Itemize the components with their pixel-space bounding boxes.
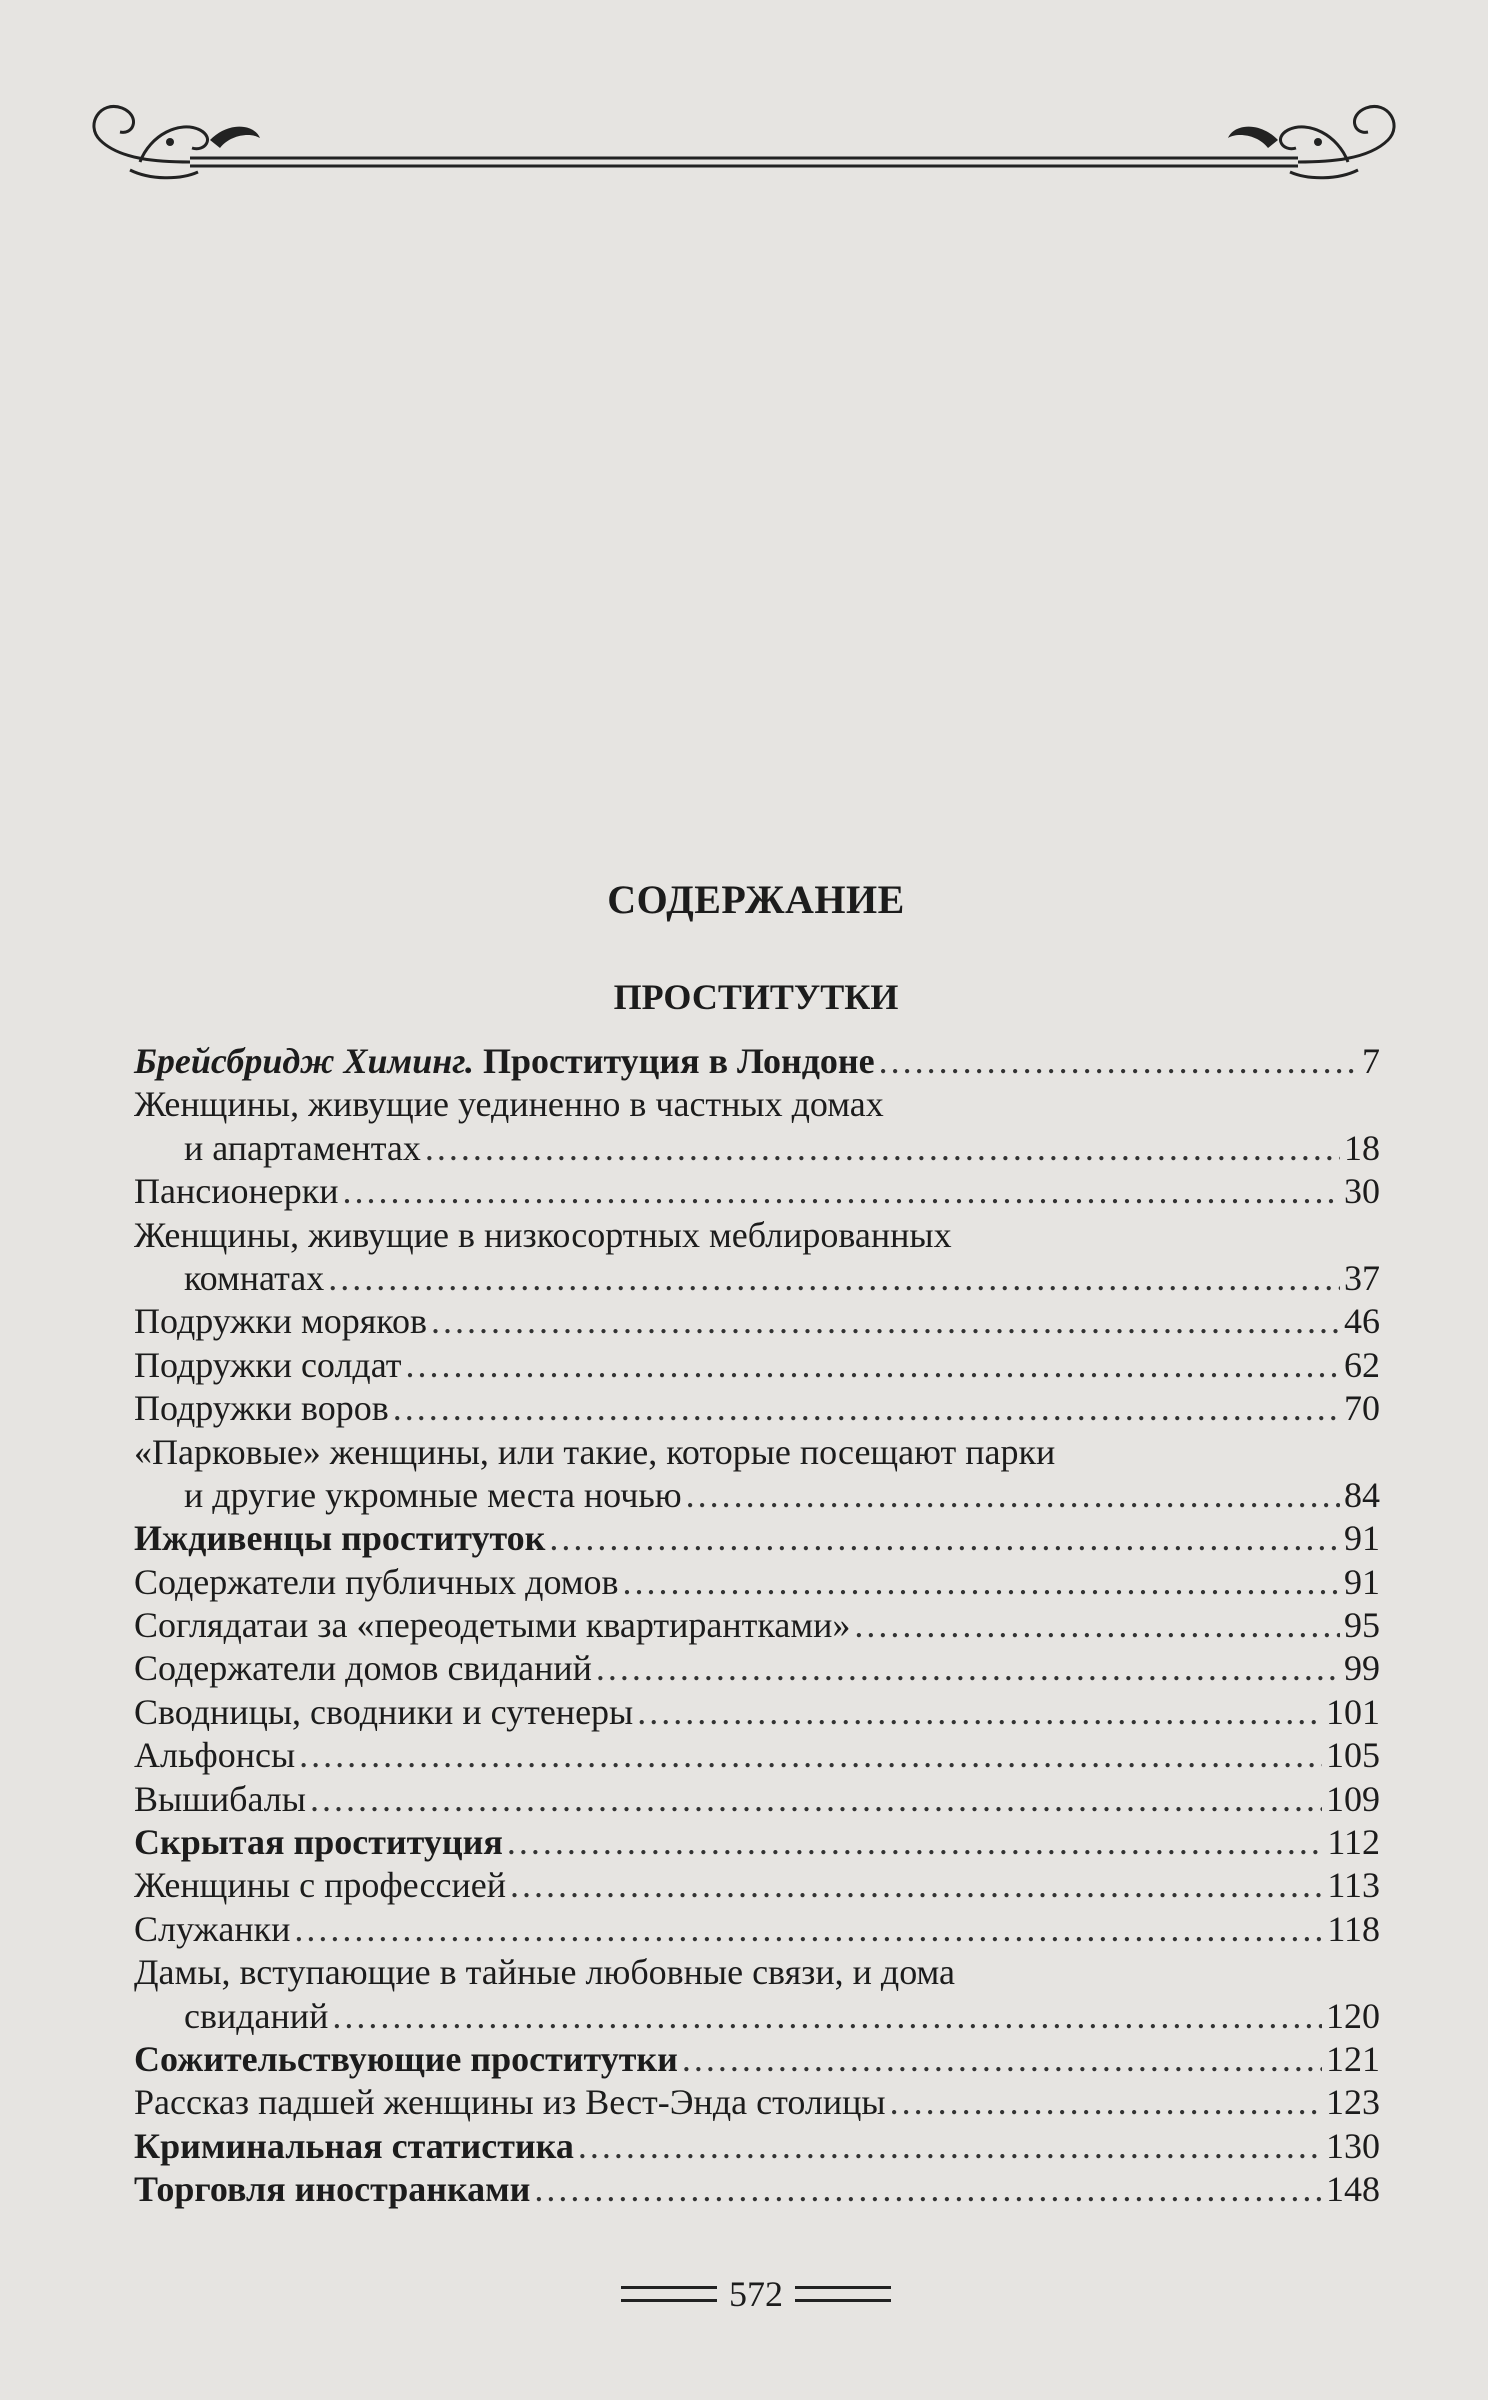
toc-entry[interactable] xyxy=(134,1517,1380,1560)
dot-leader xyxy=(299,1734,1322,1777)
toc-entry-title: Проституция в Лондоне xyxy=(474,1041,875,1081)
dot-leader xyxy=(890,2081,1322,2124)
toc-entry-page: 30 xyxy=(1344,1171,1380,1212)
dot-leader xyxy=(879,1040,1356,1083)
toc-entry[interactable] xyxy=(134,1431,1380,1474)
toc-entry-title: Пансионерки xyxy=(134,1171,339,1212)
toc-entry-title: Женщины, живущие уединенно в частных домах xyxy=(134,1084,884,1125)
page-number: 572 xyxy=(729,2274,783,2314)
toc-entry-title: Вышибалы xyxy=(134,1778,306,1819)
toc-entry-title: Дамы, вступающие в тайные любовные связи, и дома xyxy=(134,1952,956,1993)
toc-entry-page: 105 xyxy=(1326,1735,1380,1776)
dot-leader xyxy=(623,1561,1340,1604)
dot-leader xyxy=(596,1647,1340,1690)
dot-leader xyxy=(431,1300,1340,1343)
toc-entry-page: 130 xyxy=(1326,2125,1380,2166)
toc-entry-title: Сводницы, сводники и сутенеры xyxy=(134,1691,634,1732)
toc-entry-continuation[interactable] xyxy=(134,1127,1380,1170)
toc-entry[interactable] xyxy=(134,1561,1380,1604)
toc-entry-page: 118 xyxy=(1327,1908,1380,1949)
toc-entry-title: Служанки xyxy=(134,1908,291,1949)
dot-leader xyxy=(854,1604,1340,1647)
dot-leader xyxy=(534,2168,1322,2211)
toc-entry[interactable] xyxy=(134,1951,1380,1994)
toc-entry-title: Подружки солдат xyxy=(134,1344,402,1385)
dot-leader xyxy=(343,1170,1341,1213)
toc-entry[interactable] xyxy=(134,1778,1380,1821)
toc-entry-title: Соглядатаи за «переодетыми квартирантками» xyxy=(134,1605,851,1646)
table-of-contents xyxy=(134,1040,1380,2212)
page-title: СОДЕРЖАНИЕ xyxy=(607,877,905,922)
toc-entry-title: Скрытая проституция xyxy=(134,1822,503,1863)
toc-entry-title: Иждивенцы проституток xyxy=(134,1518,546,1559)
toc-entry[interactable] xyxy=(134,2125,1380,2168)
toc-entry-page: 18 xyxy=(1344,1127,1380,1168)
toc-entry-continuation[interactable] xyxy=(134,1474,1380,1517)
footer-rule-right xyxy=(795,2286,891,2302)
dot-leader xyxy=(294,1908,1323,1951)
toc-entry[interactable] xyxy=(134,1214,1380,1257)
dot-leader xyxy=(510,1864,1323,1907)
toc-entry[interactable] xyxy=(134,1691,1380,1734)
toc-entry[interactable] xyxy=(134,1170,1380,1213)
toc-entry[interactable] xyxy=(134,1344,1380,1387)
dot-leader xyxy=(406,1344,1340,1387)
toc-entry-title: комнатах xyxy=(184,1257,325,1298)
toc-entry[interactable] xyxy=(134,1040,1380,1083)
dot-leader xyxy=(637,1691,1322,1734)
toc-entry-page: 101 xyxy=(1326,1691,1380,1732)
toc-entry-title: свиданий xyxy=(184,1995,329,2036)
toc-entry-page: 91 xyxy=(1344,1518,1380,1559)
dot-leader xyxy=(332,1995,1322,2038)
toc-entry-page: 7 xyxy=(1362,1041,1380,1081)
toc-entry[interactable] xyxy=(134,1908,1380,1951)
toc-entry-title: Женщины, живущие в низкосортных меблированных xyxy=(134,1214,952,1255)
toc-entry-title: Сожительствующие проститутки xyxy=(134,2038,678,2079)
footer-rule-left xyxy=(621,2286,717,2302)
toc-entry-page: 112 xyxy=(1327,1822,1380,1863)
toc-entry[interactable] xyxy=(134,1734,1380,1777)
dot-leader xyxy=(310,1778,1322,1821)
toc-entry[interactable] xyxy=(134,1864,1380,1907)
toc-entry[interactable] xyxy=(134,1647,1380,1690)
dot-leader xyxy=(682,2038,1322,2081)
toc-entry-page: 95 xyxy=(1344,1605,1380,1646)
dot-leader xyxy=(393,1387,1340,1430)
dot-leader xyxy=(328,1257,1340,1300)
dot-leader xyxy=(578,2125,1322,2168)
toc-entry-page: 113 xyxy=(1327,1865,1380,1906)
toc-entry-title: Альфонсы xyxy=(134,1735,296,1776)
toc-entry-page: 109 xyxy=(1326,1778,1380,1819)
toc-entry-title: Содержатели домов свиданий xyxy=(134,1648,592,1689)
toc-entry-title: Женщины с профессией xyxy=(134,1865,507,1906)
toc-entry-continuation[interactable] xyxy=(134,1257,1380,1300)
toc-entry-title: и другие укромные места ночью xyxy=(184,1474,682,1515)
toc-entry-page: 62 xyxy=(1344,1344,1380,1385)
toc-entry-page: 120 xyxy=(1326,1995,1380,2036)
header-ornament xyxy=(80,80,1408,190)
toc-entry-continuation[interactable] xyxy=(134,1995,1380,2038)
toc-entry[interactable] xyxy=(134,2168,1380,2211)
toc-entry-page: 91 xyxy=(1344,1561,1380,1602)
page-footer xyxy=(0,2270,1488,2318)
toc-entry-page: 70 xyxy=(1344,1388,1380,1429)
toc-entry-page: 148 xyxy=(1326,2169,1380,2210)
toc-entry-author: Брейсбридж Химинг. xyxy=(134,1041,475,1081)
toc-entry-title: «Парковые» женщины, или такие, которые посещают парки xyxy=(134,1431,1056,1472)
toc-entry-page: 121 xyxy=(1326,2038,1380,2079)
dot-leader xyxy=(686,1474,1340,1517)
toc-entry[interactable] xyxy=(134,1300,1380,1343)
toc-entry-title: Криминальная статистика xyxy=(134,2125,574,2166)
toc-entry-page: 84 xyxy=(1344,1474,1380,1515)
section-title: ПРОСТИТУТКИ xyxy=(613,977,899,1017)
toc-entry[interactable] xyxy=(134,2081,1380,2124)
toc-entry-title: Торговля иностранками xyxy=(134,2169,531,2210)
toc-entry[interactable] xyxy=(134,1821,1380,1864)
toc-entry-title: Содержатели публичных домов xyxy=(134,1561,619,1602)
dot-leader xyxy=(425,1127,1340,1170)
dot-leader xyxy=(507,1821,1324,1864)
toc-entry-title: и апартаментах xyxy=(184,1127,421,1168)
toc-entry[interactable] xyxy=(134,2038,1380,2081)
toc-entry-page: 37 xyxy=(1344,1257,1380,1298)
toc-entry[interactable] xyxy=(134,1387,1380,1430)
toc-entry-page: 123 xyxy=(1326,2082,1380,2123)
toc-entry-page: 99 xyxy=(1344,1648,1380,1689)
toc-entry-page: 46 xyxy=(1344,1301,1380,1342)
toc-entry-label xyxy=(134,1040,875,1083)
dot-leader xyxy=(549,1517,1340,1560)
toc-entry-title: Подружки моряков xyxy=(134,1301,427,1342)
toc-entry[interactable] xyxy=(134,1083,1380,1126)
toc-entry[interactable] xyxy=(134,1604,1380,1647)
toc-entry-title: Подружки воров xyxy=(134,1388,389,1429)
toc-entry-title: Рассказ падшей женщины из Вест-Энда столицы xyxy=(134,2082,886,2123)
